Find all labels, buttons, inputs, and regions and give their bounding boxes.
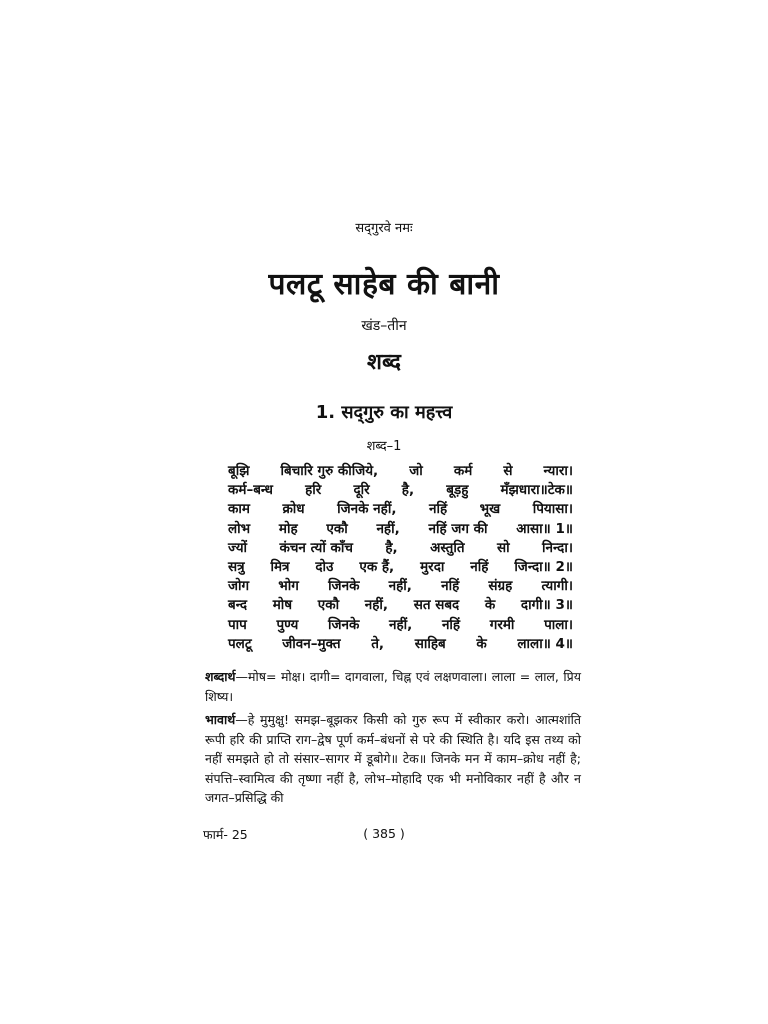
verse-word: दूरि — [353, 482, 370, 499]
verse-line — [228, 616, 573, 635]
verse-word: जिनके — [328, 578, 360, 595]
verse-word: कर्म — [453, 463, 473, 479]
verse-word: ज्यों — [228, 539, 248, 556]
verse-word: एक हैं, — [359, 558, 395, 575]
verse-word: मित्र — [270, 558, 290, 575]
verse-word: के — [476, 635, 487, 652]
category-heading: शब्द — [367, 350, 401, 375]
verse-word: पुण्य — [276, 616, 299, 633]
verse-word: भोग — [278, 578, 299, 595]
verse-word: पाला। — [544, 616, 573, 633]
verse-word: बिचारि गुरु कीजिये, — [280, 463, 379, 479]
verse-word: नहिं — [428, 501, 448, 518]
verse-word: जीवन–मुक्त — [282, 635, 341, 652]
bhavarth-label: भावार्थ — [205, 712, 236, 727]
verse-word: काम — [228, 501, 250, 518]
verse-word: सो — [496, 539, 510, 556]
verse-word: है, — [385, 539, 398, 556]
shabdarth-label: शब्दार्थ — [205, 669, 236, 684]
verse-word: लोभ — [228, 520, 251, 537]
page-title: पलटू साहेब की बानी — [268, 267, 500, 302]
verse-word: से — [503, 463, 513, 479]
section-label: खंड–तीन — [361, 318, 407, 334]
verse-word: मुरदा — [420, 558, 445, 575]
invocation: सद्‌गुरवे नमः — [355, 221, 413, 236]
verse-word: जो — [409, 463, 423, 479]
verse-word: गरमी — [489, 616, 515, 633]
chapter-heading: 1. सद्‌गुरु का महत्त्व — [315, 402, 453, 423]
verse-word: कर्म–बन्ध — [228, 482, 273, 499]
verse-word: संग्रह — [488, 578, 513, 595]
verse-word: निन्दा। — [542, 539, 573, 556]
form-number: फार्म- 25 — [203, 827, 248, 842]
verse-word: जिनके — [328, 616, 360, 633]
verse-word: जिन्दा॥ 2॥ — [514, 558, 573, 575]
verse-word: ते, — [371, 635, 385, 652]
verse-word: नहिं — [441, 578, 460, 595]
verse-word: साहिब — [414, 635, 446, 652]
verse-word: पियासा। — [532, 501, 573, 518]
verse-word: दोउ — [315, 558, 334, 575]
verse-word: मँझधारा॥टेक॥ — [500, 482, 573, 499]
verse-word: बूड़हु — [446, 482, 469, 499]
verse-word: आसा॥ 1॥ — [516, 520, 573, 537]
verse-line — [228, 635, 573, 654]
verse-word: बन्द — [228, 597, 248, 614]
verse-word: नहिं जग की — [428, 520, 488, 537]
verse-word: मोष — [272, 597, 293, 614]
verse-word: नहीं, — [376, 520, 400, 537]
page-number: ( 385 ) — [363, 826, 405, 841]
verse-word: जिनके नहीं, — [337, 501, 397, 518]
verse-line — [228, 481, 573, 500]
verse-word: त्यागी। — [541, 578, 573, 595]
verse-word: दागी॥ 3॥ — [520, 597, 573, 614]
verse-line — [228, 462, 573, 481]
verse-word: क्रोध — [282, 501, 305, 518]
bhavarth-paragraph — [205, 710, 581, 808]
verse-word: पलटू — [228, 635, 252, 652]
verse-word: पाप — [228, 616, 247, 633]
verse-word: नहिं — [441, 616, 461, 633]
verse-block — [228, 462, 573, 654]
shabd-number: शब्द–1 — [366, 439, 402, 454]
verse-line — [228, 577, 573, 596]
verse-word: न्यारा। — [543, 463, 573, 479]
verse-word: बूझि — [228, 463, 250, 479]
verse-word: अस्तुति — [430, 539, 465, 556]
verse-word: कंचन त्यों काँच — [279, 539, 353, 556]
verse-word: भूख — [479, 501, 501, 518]
verse-line — [228, 596, 573, 615]
verse-line — [228, 558, 573, 577]
verse-word: नहीं, — [364, 597, 389, 614]
verse-word: सत्रु — [228, 558, 245, 575]
verse-word: एकौ — [326, 520, 348, 537]
bhavarth-text: —हे मुमुक्षु! समझ–बूझकर किसी को गुरु रूप में स्वीकार करो। आत्मशांति रूपी हरि की प्राप्ति राग–द्वेष पूर्ण कर्म–बंधनों से परे की स्थिति है। यदि इस तथ्य को नहीं समझते हो तो संसार–सागर में डूबोगे॥ टेक॥ जिनके मन में काम–क्रोध नहीं है; संपत्ति–स्वामित्व की तृष्णा नहीं है, लोभ–मोहादि एक भी मनोविकार नहीं है और न जगत–प्रसिद्धि की — [205, 712, 581, 805]
verse-word: मोह — [278, 520, 298, 537]
verse-word: जोग — [228, 578, 250, 595]
verse-line — [228, 539, 573, 558]
verse-word: नहीं, — [388, 578, 412, 595]
verse-word: नहिं — [470, 558, 489, 575]
verse-word: नहीं, — [389, 616, 413, 633]
shabdarth-paragraph — [205, 667, 581, 706]
verse-line — [228, 520, 573, 539]
verse-word: एकौ — [317, 597, 340, 614]
verse-line — [228, 500, 573, 519]
verse-word: के — [484, 597, 496, 614]
verse-word: है, — [401, 482, 415, 499]
verse-word: हरि — [305, 482, 322, 499]
shabdarth-text: —मोष= मोक्ष। दागी= दागवाला, चिह्न एवं लक्षणवाला। लाला = लाल, प्रिय शिष्य। — [205, 669, 581, 704]
verse-word: लाला॥ 4॥ — [517, 635, 573, 652]
verse-word: सत सबद — [413, 597, 460, 614]
